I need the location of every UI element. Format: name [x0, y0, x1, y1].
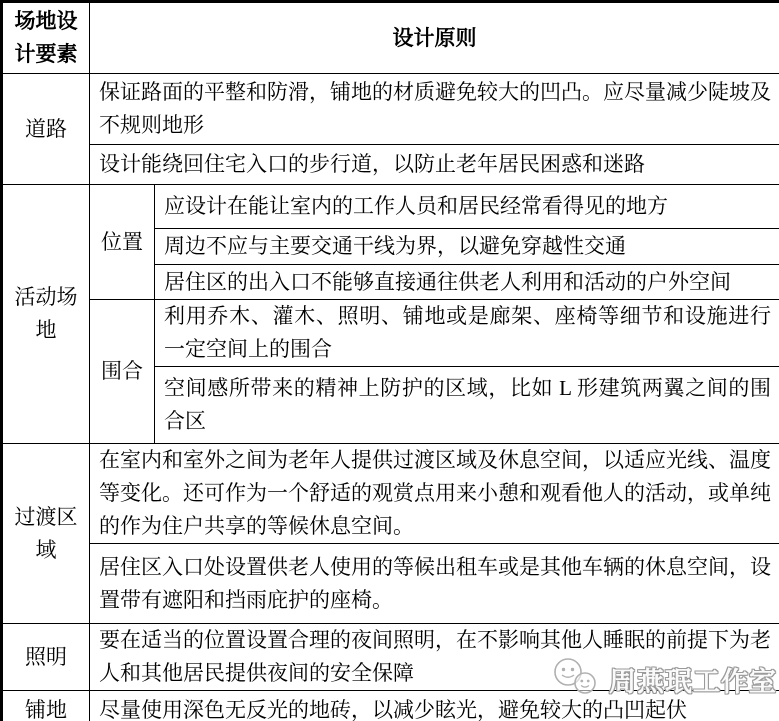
principle-enclosure-2: 空间感所带来的精神上防护的区域，比如 L 形建筑两翼之间的围合区 — [155, 367, 779, 444]
section-label-transition-area: 过渡区域 — [2, 444, 90, 624]
principle-road-1: 保证路面的平整和防滑，铺地的材质避免较大的凹凸。应尽量减少陡坡及不规则地形 — [90, 74, 779, 145]
principle-location-1: 应设计在能让室内的工作人员和居民经常看得见的地方 — [155, 185, 779, 229]
principle-transition-1: 在室内和室外之间为老年人提供过渡区域及休息空间，以适应光线、温度等变化。还可作为一个舒适的观赏点用来小憩和观看他人的活动，或单纯的作为住户共享的等候休息空间。 — [90, 444, 779, 544]
principle-transition-2: 居住区入口处设置供老人使用的等候出租车或是其他车辆的休息空间，设置带有遮阳和挡雨庇护的座椅。 — [90, 544, 779, 624]
watermark-text: 周燕珉工作室 — [609, 667, 777, 697]
header-col1-label: 场地设计要素 — [14, 9, 78, 66]
header-site-design-elements — [2, 2, 90, 74]
principle-enclosure-1: 利用乔木、灌木、照明、铺地或是廊架、座椅等细节和设施进行一定空间上的围合 — [155, 300, 779, 367]
section-label-activity-space: 活动场地 — [2, 185, 90, 444]
principle-lighting-1: 要在适当的位置设置合理的夜间照明，在不影响其他人睡眠的前提下为老人和其他居民提供夜间的安全保障 — [90, 624, 779, 691]
principle-paving-1: 尽量使用深色无反光的地砖，以减少眩光，避免较大的凸凹起伏 — [90, 691, 779, 721]
sub-label-location: 位置 — [90, 185, 155, 300]
principle-road-2: 设计能绕回住宅入口的步行道，以防止老年居民困惑和迷路 — [90, 145, 779, 185]
header-col2-label: 设计原则 — [392, 25, 477, 50]
section-label-road: 道路 — [2, 74, 90, 185]
sub-label-enclosure: 围合 — [90, 300, 155, 444]
header-design-principles — [90, 2, 779, 74]
section-label-paving: 铺地 — [2, 691, 90, 721]
principle-location-2: 周边不应与主要交通干线为界，以避免穿越性交通 — [155, 229, 779, 265]
section-label-lighting: 照明 — [2, 624, 90, 691]
principle-location-3: 居住区的出入口不能够直接通往供老人利用和活动的户外空间 — [155, 265, 779, 300]
